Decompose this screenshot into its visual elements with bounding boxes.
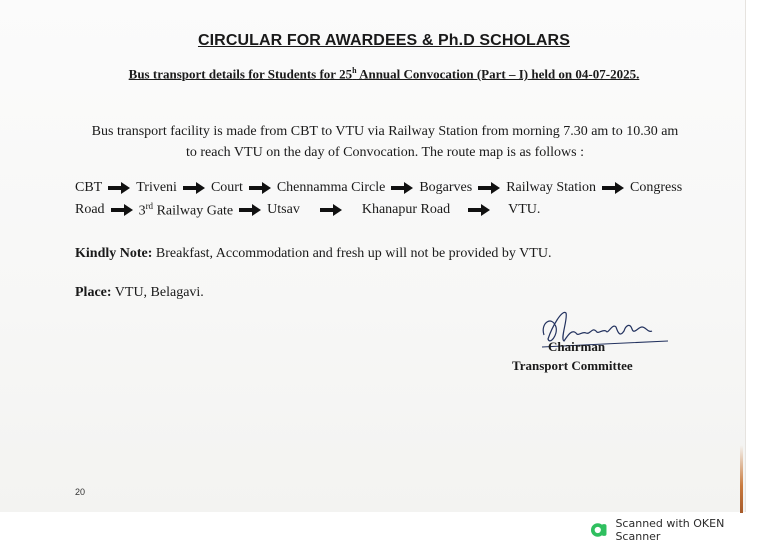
right-arrow-icon — [183, 182, 205, 194]
right-arrow-icon — [391, 182, 413, 194]
note-text: Breakfast, Accommodation and fresh up will not be provided by VTU. — [152, 246, 552, 261]
right-arrow-icon — [108, 182, 130, 194]
oken-scanner-logo-icon — [590, 522, 607, 538]
signatory-committee: Transport Committee — [512, 358, 633, 373]
right-arrow-icon — [239, 204, 261, 216]
subheading-text-rest: Annual Convocation (Part – I) held on 04-07-2025. — [356, 66, 640, 82]
route-stop: Chennamma Circle — [276, 180, 386, 195]
place-label: Place: — [75, 285, 112, 300]
circular-heading: CIRCULAR FOR AWARDEES & Ph.D SCHOLARS — [197, 32, 570, 49]
route-stop: Triveni — [136, 180, 177, 195]
right-arrow-icon — [320, 204, 342, 216]
route-stop: VTU. — [508, 202, 541, 218]
route-stop: Khanapur Road — [361, 202, 451, 218]
signatory-title: Chairman — [548, 339, 606, 354]
intro-line-1: Bus transport facility is made from CBT to VTU via Railway Station from morning 7.30 am to 10.30 am — [91, 124, 679, 139]
right-arrow-icon — [602, 182, 624, 194]
route-stop: CBT — [75, 180, 103, 195]
circular-subheading — [0, 66, 768, 82]
route-stop: Bogarves — [419, 180, 473, 195]
route-line-2 — [75, 201, 540, 220]
page-number: 20 — [75, 487, 86, 497]
route-stop: Utsav — [267, 202, 300, 218]
subheading-ordinal: h — [352, 66, 357, 75]
scanner-label: Scanned with OKEN Scanner — [615, 517, 725, 543]
route-stop-railway-gate — [139, 201, 234, 220]
page-edge-shadow — [740, 445, 743, 513]
place-text: VTU, Belagavi. — [111, 285, 204, 300]
right-arrow-icon — [478, 182, 500, 194]
route-line-1 — [75, 180, 682, 196]
route-stop: Road — [75, 202, 105, 218]
right-arrow-icon — [468, 204, 490, 216]
gate-number: 3 — [138, 203, 146, 219]
intro-line-2: to reach VTU on the day of Convocation. The route map is as follows : — [185, 145, 584, 160]
right-arrow-icon — [111, 204, 133, 216]
route-stop: Railway Station — [506, 180, 597, 195]
gate-ordinal: rd — [145, 201, 154, 211]
subheading-text: Bus transport details for Students for 25 — [128, 66, 353, 82]
right-arrow-icon — [249, 182, 271, 194]
route-stop: Congress — [630, 180, 683, 195]
gate-text: Railway Gate — [153, 203, 234, 219]
route-stop: Court — [210, 180, 243, 195]
kindly-note — [75, 246, 551, 262]
note-label: Kindly Note: — [75, 246, 153, 261]
scanner-watermark — [590, 517, 768, 543]
intro-paragraph — [70, 121, 700, 163]
place-line — [75, 285, 204, 301]
